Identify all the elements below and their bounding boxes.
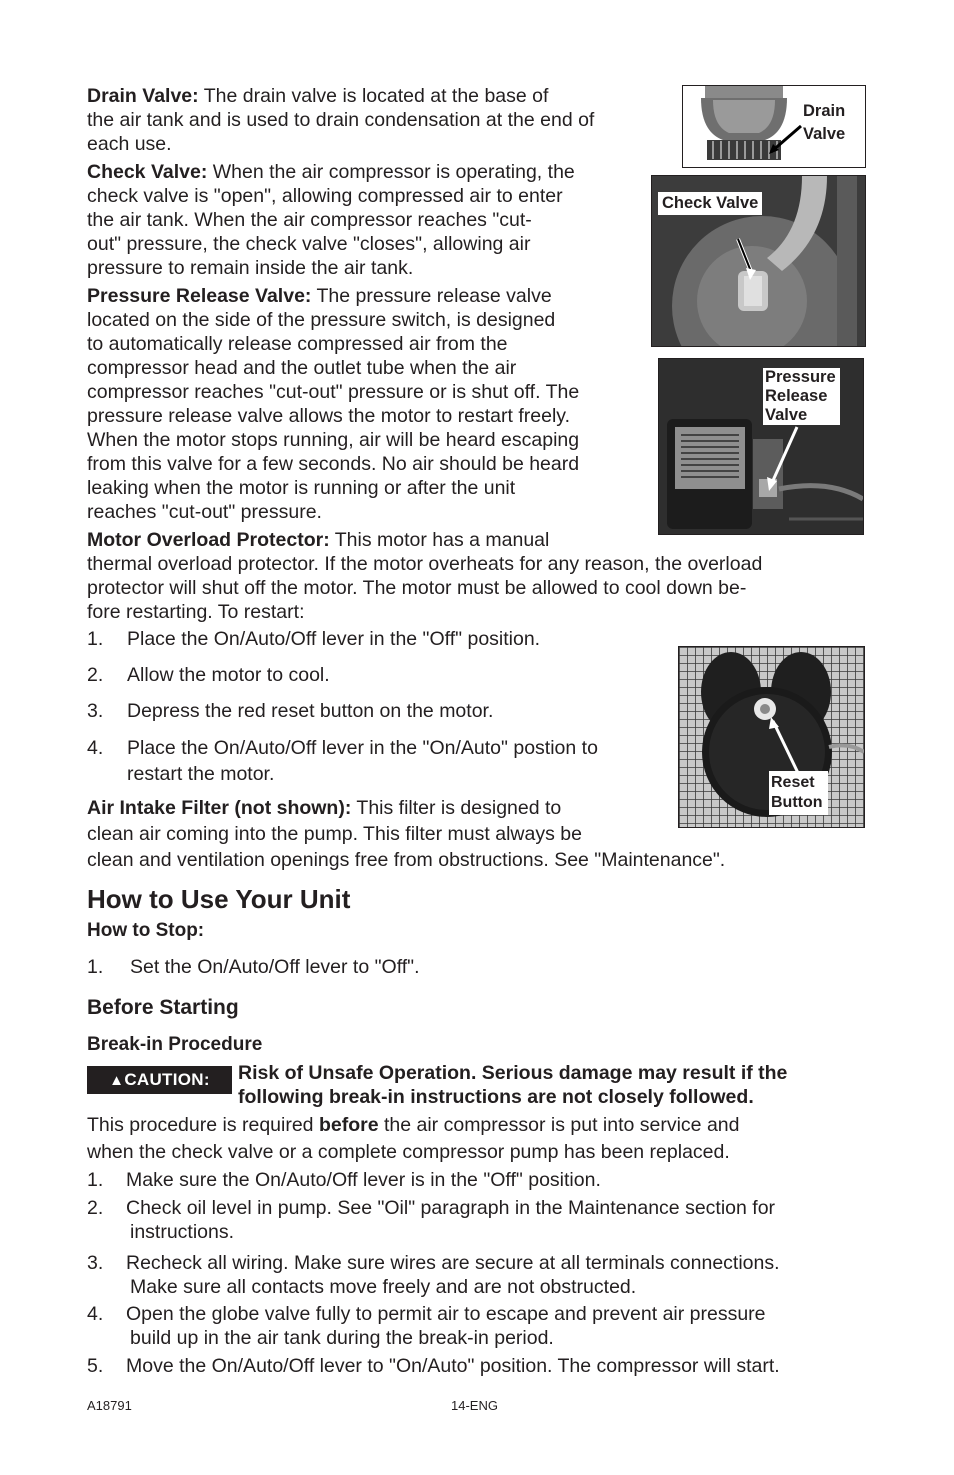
step-number: 3. [87,1252,104,1274]
doc-code: A18791 [87,1398,132,1413]
list-item [87,1168,877,1192]
caution-badge [87,1066,232,1094]
list-item [87,1354,887,1378]
check-valve-text: check valve is "open", allowing compressed air to enter [87,185,563,207]
caution-text: Risk of Unsafe Operation. Serious damage may result if the [238,1062,788,1084]
prv-label-line: Release [765,387,828,405]
pressure-release-text: leaking when the motor is running or after the unit [87,477,516,499]
step-number: 1. [87,1169,104,1191]
motor-overload-text: fore restarting. To restart: [87,601,305,623]
check-valve-photo [651,175,866,347]
step-text: Check oil level in pump. See "Oil" paragraph in the Maintenance section for [126,1197,776,1219]
motor-overload-section [87,528,867,624]
pressure-release-text: compressor head and the outlet tube when the air [87,357,517,379]
step-text: Open the globe valve fully to permit air to escape and prevent air pressure [126,1303,766,1325]
check-valve-text: When the air compressor is operating, the [207,161,575,183]
how-to-use-title: How to Use Your Unit [87,884,351,914]
intro-text: the air compressor is put into service and [378,1114,740,1136]
list-item [87,735,677,787]
intro-text: when the check valve or a complete compressor pump has been replaced. [87,1141,730,1163]
step-text: Allow the motor to cool. [127,664,330,686]
drain-label: Drain [803,102,846,120]
breakin-heading: Break-in Procedure [87,1034,263,1055]
step-text: Place the On/Auto/Off lever in the "Off" position. [127,628,541,650]
pressure-release-photo [658,358,864,535]
air-intake-text: clean air coming into the pump. This filter must always be [87,823,582,845]
drain-valve-heading: Drain Valve: [87,85,199,107]
pressure-release-text: reaches "cut-out" pressure. [87,501,322,523]
drain-valve-text: The drain valve is located at the base of [198,85,549,107]
check-valve-section [87,160,647,280]
step-text: restart the motor. [127,763,275,785]
drain-valve-text: each use. [87,133,172,155]
step-number: 4. [87,737,104,759]
prv-label-line: Pressure [765,368,836,386]
step-text: Place the On/Auto/Off lever in the "On/Auto" postion to [127,737,598,759]
reset-label-line: Button [771,794,823,811]
pressure-release-text: compressor reaches "cut-out" pressure or is shut off. The [87,381,580,403]
list-item [87,1302,877,1350]
step-number: 1. [87,628,104,650]
air-intake-text: This filter is designed to [351,797,562,819]
motor-overload-heading: Motor Overload Protector: [87,529,330,551]
reset-label-line: Reset [771,774,815,791]
list-item [87,699,667,723]
step-number: 3. [87,700,104,722]
how-to-stop-heading: How to Stop: [87,920,205,941]
step-number: 2. [87,664,104,686]
motor-overload-text: This motor has a manual [329,529,550,551]
pressure-release-text: The pressure release valve [311,285,552,307]
check-valve-text: pressure to remain inside the air tank. [87,257,414,279]
check-valve-text: out" pressure, the check valve "closes", allowing air [87,233,531,255]
step-number: 4. [87,1303,104,1325]
drain-valve-text: the air tank and is used to drain condensation at the end of [87,109,595,131]
pressure-release-text: When the motor stops running, air will be heard escaping [87,429,580,451]
check-valve-label: Check Valve [658,192,762,215]
list-item [87,1251,877,1299]
pressure-release-label [763,368,840,425]
list-item [87,1196,877,1244]
step-text: Set the On/Auto/Off lever to "Off". [130,956,420,978]
drain-valve-section [87,84,677,156]
list-item [87,627,667,651]
step-number: 1. [87,956,104,978]
step-text: instructions. [130,1221,235,1243]
drain-valve-photo [682,85,866,168]
breakin-intro [87,1112,877,1166]
motor-overload-text: thermal overload protector. If the motor overheats for any reason, the overload [87,553,763,575]
pressure-release-text: to automatically release compressed air from the [87,333,508,355]
intro-text: This procedure is required [87,1114,319,1136]
step-text: Depress the red reset button on the motor. [127,700,494,722]
list-item [87,955,687,979]
step-number: 5. [87,1355,104,1377]
check-valve-text: the air tank. When the air compressor reaches "cut- [87,209,532,231]
warning-triangle-icon: ▲ [109,1072,125,1089]
step-text: build up in the air tank during the break-in period. [130,1327,554,1349]
air-intake-section [87,795,867,873]
step-text: Move the On/Auto/Off lever to "On/Auto" position. The compressor will start. [126,1355,780,1377]
pressure-release-text: located on the side of the pressure switch, is designed [87,309,556,331]
pressure-release-text: pressure release valve allows the motor to restart freely. [87,405,571,427]
drain-label: Valve [803,125,846,143]
caution-message [238,1061,868,1109]
step-number: 2. [87,1197,104,1219]
air-intake-heading: Air Intake Filter (not shown): [87,797,352,819]
air-intake-text: clean and ventilation openings free from obstructions. See "Maintenance". [87,849,726,871]
pressure-release-heading: Pressure Release Valve: [87,285,312,307]
caution-label: CAUTION: [124,1070,210,1089]
motor-overload-text: protector will shut off the motor. The motor must be allowed to cool down be- [87,577,747,599]
step-text: Make sure all contacts move freely and are not obstructed. [130,1276,637,1298]
list-item [87,663,667,687]
step-text: Make sure the On/Auto/Off lever is in the "Off" position. [126,1169,601,1191]
pressure-release-section [87,284,657,524]
intro-bold-text: before [318,1114,379,1136]
page-number: 14-ENG [451,1398,498,1413]
step-text: Recheck all wiring. Make sure wires are secure at all terminals connections. [126,1252,780,1274]
pressure-release-text: from this valve for a few seconds. No air should be heard [87,453,580,475]
before-starting-title: Before Starting [87,996,239,1019]
caution-text: following break-in instructions are not closely followed. [238,1086,754,1108]
prv-label-line: Valve [765,406,808,424]
check-valve-heading: Check Valve: [87,161,208,183]
